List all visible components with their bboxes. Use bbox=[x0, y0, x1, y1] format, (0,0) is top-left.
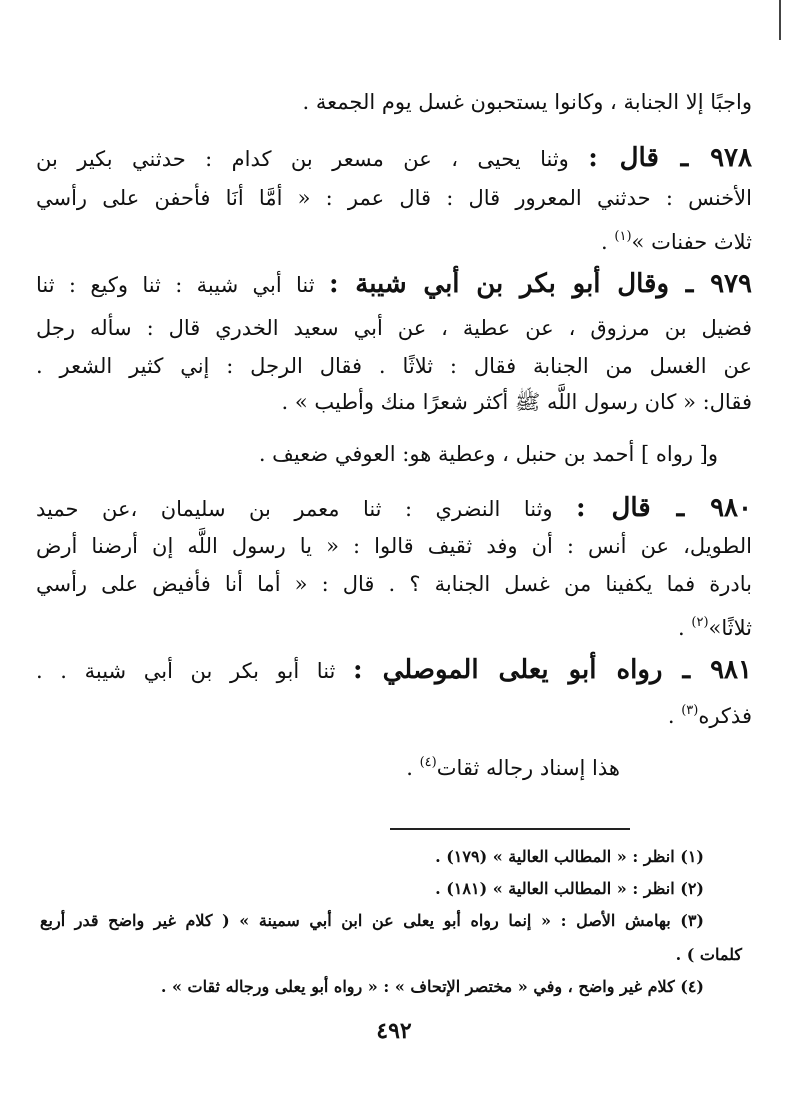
footnote: (١) انظر : « المطالب العالية » (١٧٩) . bbox=[435, 847, 704, 866]
hadith-number: ٩٨٠ ـ قال : bbox=[576, 493, 752, 523]
hadith-number: ٩٧٩ ـ وقال أبو بكر بن أبي شيبة : bbox=[328, 269, 752, 299]
footnote: (٤) كلام غير واضح ، وفي « مختصر الإتحاف » : « رواه أبو يعلى ورجاله ثقات » . bbox=[160, 977, 704, 996]
footnote: (٣) بهامش الأصل : « إنما رواه أبو يعلى عن ابن أبي سمينة » ( كلام غير واضح قدر أربع bbox=[40, 911, 704, 930]
footnote-ref: (٢) bbox=[691, 615, 709, 630]
text-line: فذكره$^{(٣)}$ . bbox=[667, 703, 752, 728]
text-line: ثلاث حفنات »$^{(١)}$ . bbox=[601, 229, 752, 254]
text-line: فضيل بن مرزوق ، عن عطية ، عن أبي سعيد الخدري قال : سأله رجل bbox=[36, 316, 752, 340]
footnote: (٢) انظر : « المطالب العالية » (١٨١) . bbox=[435, 879, 704, 898]
hadith-978-heading: ٩٧٨ ـ قال : وثنا يحيى ، عن مسعر بن كدام : حدثني بكير بن bbox=[36, 143, 752, 173]
hadith-number: ٩٨١ ـ رواه أبو يعلى الموصلي : bbox=[353, 655, 752, 685]
page-number: ٤٩٢ bbox=[376, 1018, 412, 1044]
text-line: الأخنس : حدثني المعرور قال : قال عمر : « أمَّا أنَا فأحفن على رأسي bbox=[36, 186, 752, 210]
hadith-979-heading: ٩٧٩ ـ وقال أبو بكر بن أبي شيبة : ثنا أبي شيبة : ثنا وكيع : ثنا bbox=[36, 269, 752, 299]
text-line: هذا إسناد رجاله ثقات$^{(٤)}$ . bbox=[406, 755, 620, 780]
text-line: بادرة فما يكفينا من غسل الجنابة ؟ . قال : « أما أنا فأفيض على رأسي bbox=[36, 572, 752, 596]
footnote-ref: (١) bbox=[614, 229, 632, 244]
text-line: ثلاثًا»$^{(٢)}$ . bbox=[678, 615, 752, 640]
hadith-980-heading: ٩٨٠ ـ قال : وثنا النضري : ثنا معمر بن سليمان ،عن حميد bbox=[36, 493, 752, 523]
footnote-separator bbox=[390, 828, 630, 830]
text-line: واجبًا إلا الجنابة ، وكانوا يستحبون غسل يوم الجمعة . bbox=[302, 90, 752, 114]
footnote-ref: (٤) bbox=[419, 755, 437, 770]
text-line: فقال: « كان رسول اللَّه ﷺ أكثر شعرًا منك وأطيب » . bbox=[281, 390, 752, 414]
text-line: و[ رواه ] أحمد بن حنبل ، وعطية هو: العوفي ضعيف . bbox=[258, 442, 718, 466]
scan-edge-line bbox=[779, 0, 781, 40]
hadith-number: ٩٧٨ ـ قال : bbox=[588, 143, 752, 173]
hadith-981-heading: ٩٨١ ـ رواه أبو يعلى الموصلي : ثنا أبو بكر بن أبي شيبة . . bbox=[36, 655, 752, 685]
footnote-ref: (٣) bbox=[681, 703, 699, 718]
footnote: كلمات ) . bbox=[675, 945, 742, 964]
text-line: الطويل، عن أنس : أن وفد ثقيف قالوا : « يا رسول اللَّه إن أرضنا أرض bbox=[36, 534, 752, 558]
text-line: عن الغسل من الجنابة فقال : ثلاثًا . فقال الرجل : إني كثير الشعر . bbox=[36, 354, 752, 378]
